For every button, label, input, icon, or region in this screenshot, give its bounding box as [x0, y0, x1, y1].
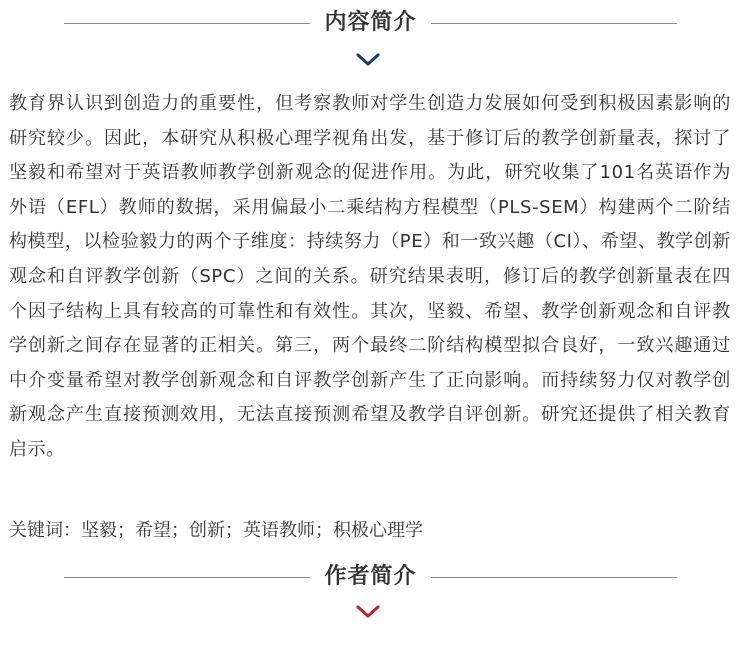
chevron-down-icon	[355, 52, 381, 68]
abstract-paragraph: 教育界认识到创造力的重要性，但考察教师对学生创造力发展如何受到积极因素影响的研究较少。因此，本研究从积极心理学视角出发，基于修订后的教学创新量表，探讨了坚毅和希望对于英语教师教学创新观念的促进作用。为此，研究收集了101名英语作为外语（EFL）教师的数据，采用偏最小二乘结构方程模型（PLS-SEM）构建两个二阶结构模型，以检验毅力的两个子维度：持续努力（PE）和一致兴趣（CI）、希望、教学创新观念和自评教学创新（SPC）之间的关系。研究结果表明，修订后的教学创新量表在四个因子结构上具有较高的可靠性和有效性。其次，坚毅、希望、教学创新观念和自评教学创新之间存在显著的正相关。第三，两个最终二阶结构模型拟合良好，一致兴趣通过中介变量希望对教学创新观念和自评教学创新产生了正向影响。而持续努力仅对教学创新观念产生直接预测效用，无法直接预测希望及教学自评创新。研究还提供了相关教育启示。	[9, 93, 731, 460]
intro-divider-right	[431, 23, 677, 24]
author-divider-left	[64, 577, 310, 578]
author-section-header	[0, 562, 740, 592]
intro-section-title: 内容简介	[324, 10, 417, 35]
author-divider-right	[431, 577, 677, 578]
chevron-down-icon	[355, 604, 381, 620]
keywords-line: 关键词：坚毅；希望；创新；英语教师；积极心理学	[9, 520, 423, 541]
intro-section-header	[0, 8, 740, 38]
intro-divider-left	[64, 23, 310, 24]
author-section-title: 作者简介	[324, 564, 417, 589]
